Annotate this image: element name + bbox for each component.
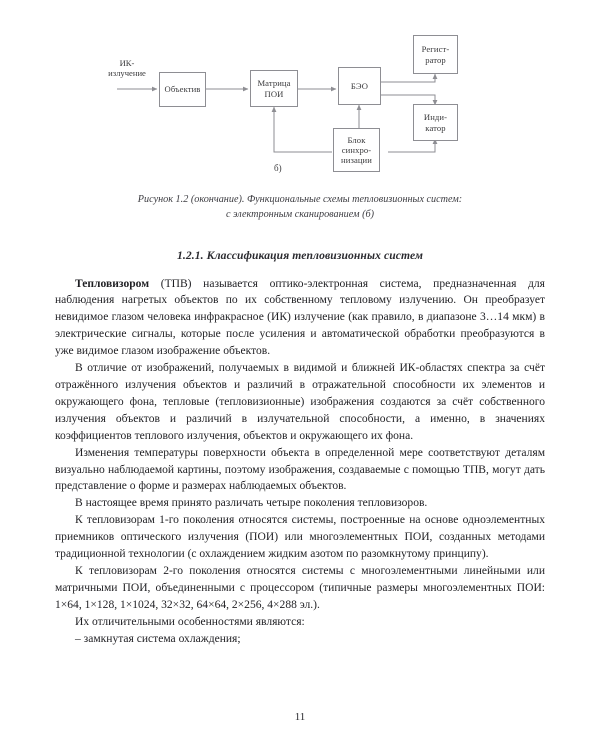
block-sync [333,128,380,172]
block-diagram-figure [0,0,600,185]
block-matrix-poi-line1: Матрица [257,78,291,89]
figure-caption-line1: Рисунок 1.2 (окончание). Функциональные схемы тепловизионных систем: [137,194,463,205]
block-indicator [413,104,458,141]
block-matrix-poi-line2: ПОИ [264,88,284,99]
block-sync-line1: Блок [347,134,366,145]
paragraph-generations: В настоящее время принято различать четыре поколения тепловизоров. [75,497,428,510]
diagram-connectors [0,0,600,185]
block-sync-line3: низации [341,155,372,166]
paragraph-gen1: К тепловизорам 1-го поколения относятся системы, построенные на основе одноэлементных приемников оптического излучения (ПОИ) или многоэлементных ПОИ, созданных методами традиционной технологии (с охлаждением жидким азотом по разомкнутому принципу). [55,514,545,561]
ir-radiation-input-label [92,58,162,79]
term-teplovizor: Тепловизором [75,277,150,290]
block-beo [338,67,381,105]
body-text [0,276,600,648]
paragraph-gen2: К тепловизорам 2-го поколения относятся системы с многоэлементными линейными или матричными ПОИ, объединенными с процессором (типичные размеры многоэлементных ПОИ: 1×64, 1×128, 1×1024, 32×32, 64×64, 2×256, 4×288 эл.). [55,564,545,611]
block-beo-label: БЭО [350,80,369,91]
ir-label-line1: ИК- [119,58,135,68]
figure-subpart-label: б) [274,163,282,173]
paragraph-contrast: В отличие от изображений, получаемых в видимой и ближней ИК-областях спектра за счёт отражённого излучения объектов и различий в отражательной способности их элементов и окружающего фона, тепловые (тепловизионные) изображения создаются за счёт собственного излучения объектов и различий в излучательной способности, а именно, в значениях коэффициентов теплового излучения, объектов и окружающего их фона. [55,362,545,442]
block-indicator-line2: катор [425,122,446,133]
block-matrix-poi [250,70,298,107]
paragraph-features-intro: Их отличительными особенностями являются: [75,615,305,628]
figure-caption-line2: с электронным сканированием (б) [225,208,375,220]
paragraph-temperature: Изменения температуры поверхности объекта в определенной мере соответствуют деталям визуально наблюдаемой картины, поэтому изображения, создаваемые с помощью ТПВ, могут дать представление о форме и размерах наблюдаемых объектов. [55,446,545,493]
figure-caption [0,193,600,223]
block-indicator-line1: Инди- [423,112,448,123]
block-registrator [413,35,458,74]
list-item-cooling: – замкнутая система охлаждения; [75,632,241,645]
block-objective [159,72,206,107]
block-sync-line2: синхро- [341,144,372,155]
section-heading: 1.2.1. Классификация тепловизионных систем [176,248,424,262]
paragraph-definition [55,276,545,361]
paragraph-definition-rest: (ТПВ) называется оптико-электронная система, предназначенная для наблюдения нагретых объектов по их собственному тепловому излучению. Он преобразует невидимое глазом человека инфракрасное (ИК) излучение (как правило, в диапазоне 3…14 мкм) в электрические сигналы, которые после усиления и автоматической обработки преобразуются в уже видимое глазом изображение объектов. [55,277,545,358]
block-objective-label: Объектив [164,84,201,95]
page-number: 11 [294,711,306,723]
block-registrator-line1: Регист- [421,44,450,55]
block-registrator-line2: ратор [425,54,446,65]
ir-label-line2: излучение [108,68,146,79]
